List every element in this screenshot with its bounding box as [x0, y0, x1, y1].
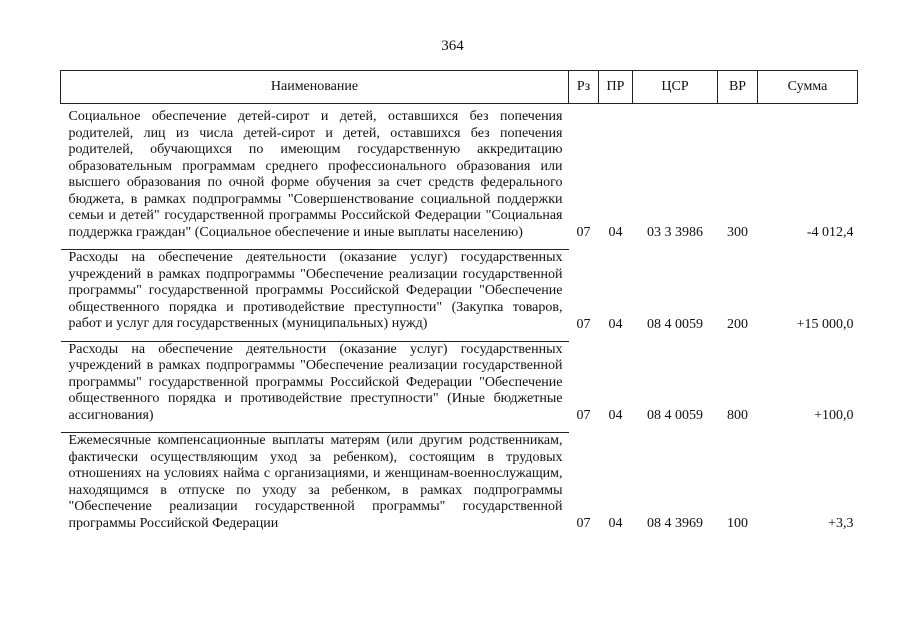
row-pr: 04: [608, 515, 623, 531]
header-name: Наименование: [61, 71, 569, 104]
row-name: Социальное обеспечение детей-сирот и детей, оставшихся без попечения родителей, лиц из числа детей-сирот и детей, оставшихся без попечения родителей, обучающихся по имеющим государственную аккредитацию образовательным программам среднего профессионального образования или высшего образования по очной форме обучения за счет средств федерального бюджета, в рамках подпрограммы "Совершенствование социальной поддержки семьи и детей" государственной программы Российской Федерации "Социальная поддержка граждан" (Социальное обеспечение и иные выплаты населению): [61, 104, 569, 250]
row-name: Расходы на обеспечение деятельности (оказание услуг) государственных учреждений в рамках подпрограммы "Обеспечение реализации государственной программы" государственной программы Российской Федерации "Обеспечение общественного порядка и противодействие преступности" (Иные бюджетные ассигнования): [61, 341, 569, 433]
row-sum: +3,3: [828, 515, 854, 531]
header-rz: Рз: [569, 71, 599, 104]
header-pr: ПР: [599, 71, 633, 104]
row-name: Расходы на обеспечение деятельности (оказание услуг) государственных учреждений в рамках подпрограммы "Обеспечение реализации государственной программы" государственной программы Российской Федерации "Обеспечение общественного порядка и противодействие преступности" (Закупка товаров, работ и услуг для государственных (муниципальных) нужд): [61, 250, 569, 342]
row-sum: +15 000,0: [796, 316, 854, 332]
row-rz: 07: [576, 225, 591, 240]
page-number: 364: [441, 38, 464, 54]
row-vr: 800: [727, 408, 748, 423]
table-row: [61, 104, 858, 250]
table-header: [61, 71, 858, 104]
row-sum: +100,0: [814, 408, 854, 423]
header-csr: ЦСР: [633, 71, 718, 104]
row-pr: 04: [608, 316, 623, 332]
row-rz: 07: [576, 408, 591, 423]
row-vr: 100: [727, 515, 748, 531]
row-csr: 08 4 0059: [647, 316, 703, 332]
header-vr: ВР: [718, 71, 758, 104]
header-sum: Сумма: [758, 71, 858, 104]
row-vr: 300: [727, 225, 748, 240]
table-row: [61, 341, 858, 433]
row-sum: -4 012,4: [806, 225, 854, 240]
table-row: [61, 433, 858, 541]
row-rz: 07: [576, 316, 591, 332]
table-row: [61, 250, 858, 342]
row-csr: 03 3 3986: [647, 225, 703, 240]
row-csr: 08 4 0059: [647, 408, 703, 423]
row-pr: 04: [608, 408, 623, 423]
row-pr: 04: [608, 225, 623, 240]
row-csr: 08 4 3969: [647, 515, 703, 531]
budget-table: [60, 70, 858, 540]
row-rz: 07: [576, 515, 591, 531]
table-body: [61, 104, 858, 541]
row-name: Ежемесячные компенсационные выплаты матерям (или другим родственникам, фактически осуществляющим уход за ребенком), состоящим в трудовых отношениях на условиях найма с организациями, и женщинам-военнослужащим, находящимся в отпуске по уходу за ребенком, в рамках подпрограммы "Обеспечение реализации государственной программы" государственной программы Российской Федерации: [68, 433, 563, 531]
row-vr: 200: [727, 316, 748, 332]
